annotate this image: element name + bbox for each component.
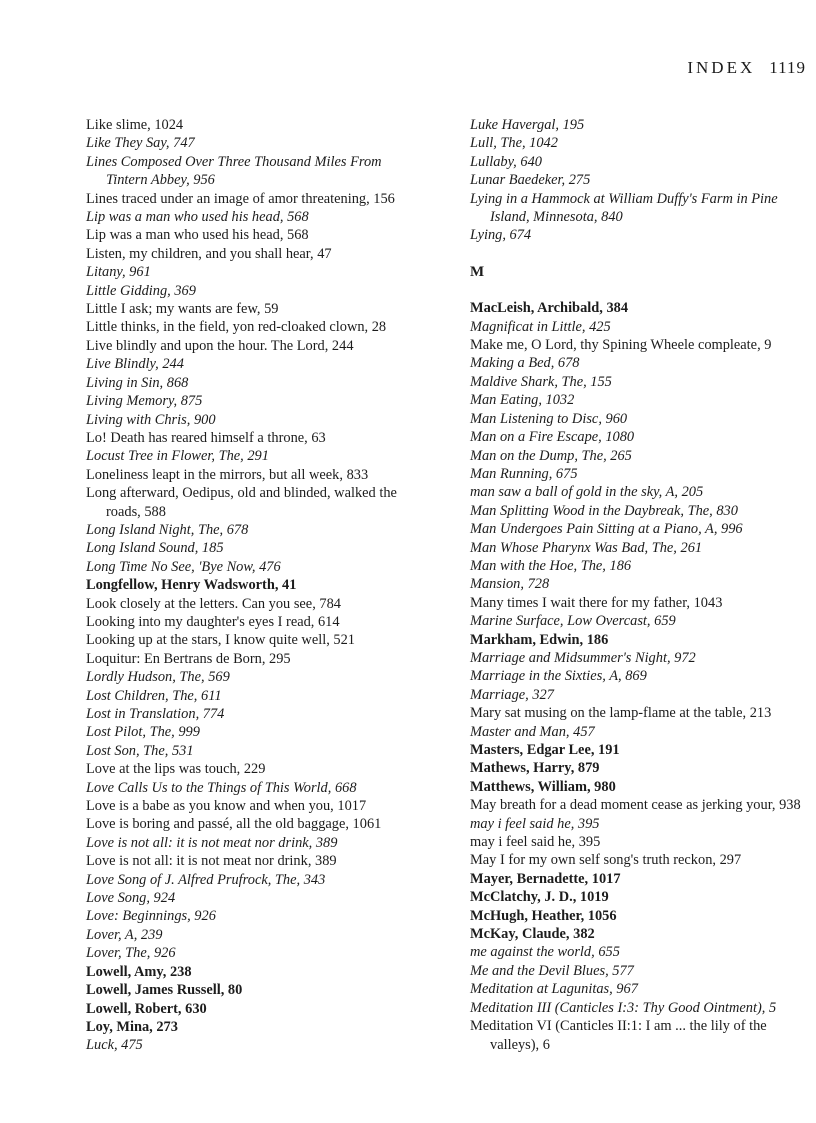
index-entry: MacLeish, Archibald, 384 <box>470 300 629 317</box>
index-entry: Lover, The, 926 <box>86 945 176 962</box>
index-entry: Man Splitting Wood in the Daybreak, The, 830 <box>470 502 738 519</box>
index-entry: Man with the Hoe, The, 186 <box>470 557 632 574</box>
index-entry: Mansion, 728 <box>470 576 550 593</box>
index-entry: Listen, my children, and you shall hear, 47 <box>86 245 332 262</box>
page-number: 1119 <box>769 58 806 77</box>
index-entry: Lying in a Hammock at William Duffy's Farm in Pine Island, Minnesota, 840 <box>470 190 778 226</box>
index-entry: Lover, A, 239 <box>86 926 163 943</box>
index-entry: Lip was a man who used his head, 568 <box>86 209 309 226</box>
index-entry: Lying, 674 <box>470 227 532 244</box>
index-entry: Long Time No See, 'Bye Now, 476 <box>86 558 281 575</box>
index-entry: Luke Havergal, 195 <box>470 117 585 133</box>
index-entry: McClatchy, J. D., 1019 <box>470 889 609 906</box>
index-entry: Love is boring and passé, all the old baggage, 1061 <box>86 816 382 833</box>
index-entry: Marine Surface, Low Overcast, 659 <box>470 613 676 630</box>
running-head <box>687 58 806 78</box>
index-entry: Loquitur: En Bertrans de Born, 295 <box>86 650 291 667</box>
index-entry: Live blindly and upon the hour. The Lord, 244 <box>86 337 354 354</box>
index-column-left <box>86 116 424 1055</box>
index-entry: Little I ask; my wants are few, 59 <box>86 301 279 318</box>
index-entry: Lowell, Amy, 238 <box>86 963 192 980</box>
index-entry: Lines traced under an image of amor threatening, 156 <box>86 190 395 207</box>
index-entry: Little thinks, in the field, yon red-cloaked clown, 28 <box>86 319 387 336</box>
index-entry: Loneliness leapt in the mirrors, but all week, 833 <box>86 466 369 483</box>
index-entry: Love Song, 924 <box>86 890 176 907</box>
index-entry: Man Eating, 1032 <box>470 392 575 409</box>
index-entry: Man Undergoes Pain Sitting at a Piano, A, 996 <box>470 521 743 538</box>
index-entry: me against the world, 655 <box>470 944 620 961</box>
index-entry: Man on the Dump, The, 265 <box>470 447 632 464</box>
index-entry: Marriage in the Sixties, A, 869 <box>470 668 647 685</box>
index-entry: man saw a ball of gold in the sky, A, 205 <box>470 484 704 501</box>
index-entry: may i feel said he, 395 <box>470 815 600 832</box>
index-entry: Love at the lips was touch, 229 <box>86 761 266 778</box>
index-entry: Like slime, 1024 <box>86 117 184 133</box>
index-entry: Masters, Edgar Lee, 191 <box>470 742 620 758</box>
index-entry: Living in Sin, 868 <box>86 374 189 391</box>
index-entry: Many times I wait there for my father, 1043 <box>470 594 723 611</box>
section-letter-heading: M <box>470 263 485 280</box>
index-entry: Man Running, 675 <box>470 465 578 482</box>
index-group-m <box>470 299 812 1054</box>
index-entry: Love is not all: it is not meat nor drink, 389 <box>86 853 337 870</box>
index-entry: Lip was a man who used his head, 568 <box>86 227 309 244</box>
index-entry: Mayer, Bernadette, 1017 <box>470 870 621 887</box>
index-entry: Love Song of J. Alfred Prufrock, The, 343 <box>86 871 326 888</box>
index-entry: Love is not all: it is not meat nor drink, 389 <box>86 834 338 851</box>
index-column-right <box>470 116 812 1054</box>
index-entry: Love is a babe as you know and when you, 1017 <box>86 798 367 815</box>
index-entry: Lunar Baedeker, 275 <box>470 172 591 189</box>
index-entry: Lost Pilot, The, 999 <box>86 724 200 741</box>
index-entry: Lowell, Robert, 630 <box>86 1000 207 1017</box>
index-entry: Meditation III (Canticles I:3: Thy Good Ointment), 5 <box>470 999 777 1016</box>
index-entry: Live Blindly, 244 <box>86 356 184 373</box>
index-group-l-continued <box>470 116 812 245</box>
index-entry: Lull, The, 1042 <box>470 135 558 152</box>
index-entry: Locust Tree in Flower, The, 291 <box>86 448 269 465</box>
index-entry: Matthews, William, 980 <box>470 778 616 795</box>
index-entry: Meditation VI (Canticles II:1: I am ... the lily of the valleys), 6 <box>470 1018 767 1053</box>
index-entry: Looking up at the stars, I know quite well, 521 <box>86 632 355 649</box>
index-entry: Maldive Shark, The, 155 <box>470 373 612 390</box>
index-entry: Master and Man, 457 <box>470 723 595 740</box>
index-entry: Lo! Death has reared himself a throne, 63 <box>86 429 326 446</box>
index-entry: Man on a Fire Escape, 1080 <box>470 429 635 446</box>
index-entry: Litany, 961 <box>86 264 151 281</box>
index-entry: May breath for a dead moment cease as jerking your, 938 <box>470 797 801 814</box>
index-entry: Making a Bed, 678 <box>470 355 580 372</box>
index-entry: Looking into my daughter's eyes I read, 614 <box>86 613 340 630</box>
index-entry: Little Gidding, 369 <box>86 282 196 299</box>
index-entry: May I for my own self song's truth reckon, 297 <box>470 852 742 869</box>
index-entry: Luck, 475 <box>86 1037 143 1054</box>
index-entry: Mathews, Harry, 879 <box>470 760 600 777</box>
index-entry: Make me, O Lord, thy Spining Wheele compleate, 9 <box>470 337 772 354</box>
index-entry: Lost Son, The, 531 <box>86 742 194 759</box>
index-entry: McHugh, Heather, 1056 <box>470 907 617 924</box>
index-entry: Living Memory, 875 <box>86 393 203 410</box>
index-entry: may i feel said he, 395 <box>470 834 601 851</box>
index-entry: Mary sat musing on the lamp-flame at the table, 213 <box>470 705 772 722</box>
index-entry: Man Whose Pharynx Was Bad, The, 261 <box>470 539 703 556</box>
index-entry: Markham, Edwin, 186 <box>470 631 609 648</box>
index-entry: Magnificat in Little, 425 <box>470 318 611 335</box>
index-entry: McKay, Claude, 382 <box>470 926 595 943</box>
index-entry: Marriage, 327 <box>470 686 554 703</box>
running-head-label: INDEX <box>687 58 756 77</box>
index-entry: Long Island Sound, 185 <box>86 540 224 557</box>
index-entry: Longfellow, Henry Wadsworth, 41 <box>86 577 297 594</box>
index-entry: Loy, Mina, 273 <box>86 1018 178 1035</box>
index-entry: Lowell, James Russell, 80 <box>86 982 243 999</box>
index-entry: Marriage and Midsummer's Night, 972 <box>470 649 696 666</box>
index-entry: Long afterward, Oedipus, old and blinded, walked the roads, 588 <box>86 485 397 520</box>
index-entry: Love: Beginnings, 926 <box>86 908 216 925</box>
index-entry: Lost in Translation, 774 <box>86 706 225 722</box>
index-entry: Man Listening to Disc, 960 <box>470 410 628 427</box>
index-entry: Long Island Night, The, 678 <box>86 521 249 538</box>
index-entry: Lines Composed Over Three Thousand Miles From Tintern Abbey, 956 <box>86 153 382 189</box>
index-entry: Lordly Hudson, The, 569 <box>86 669 230 686</box>
index-entry: Meditation at Lagunitas, 967 <box>470 981 638 998</box>
index-entry: Me and the Devil Blues, 577 <box>470 962 634 979</box>
index-entry: Lost Children, The, 611 <box>86 687 222 704</box>
index-entry: Like They Say, 747 <box>86 135 195 152</box>
index-entry: Look closely at the letters. Can you see, 784 <box>86 595 341 612</box>
index-entry: Living with Chris, 900 <box>86 411 216 428</box>
index-entry: Lullaby, 640 <box>470 153 542 170</box>
index-entry: Love Calls Us to the Things of This World, 668 <box>86 779 357 796</box>
